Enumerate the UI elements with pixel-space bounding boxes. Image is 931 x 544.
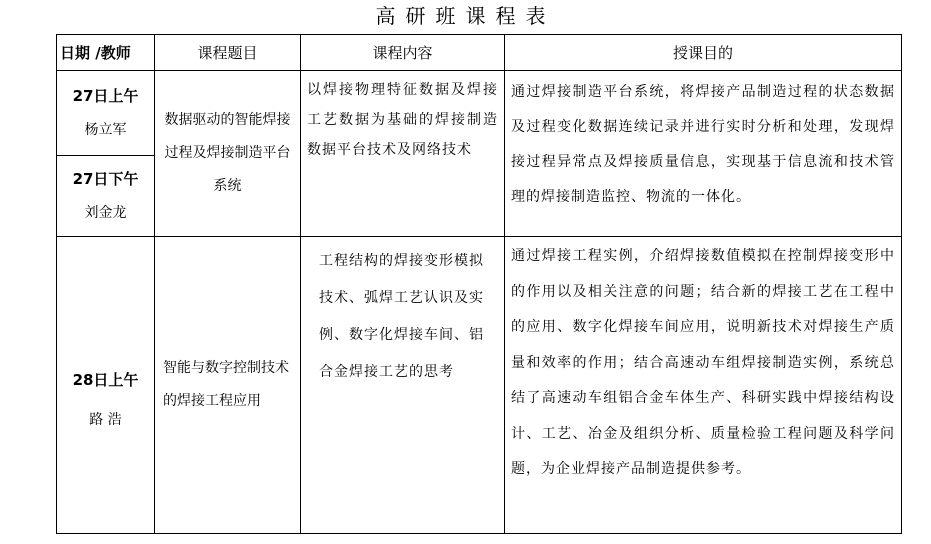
- session-date: 28日上午: [72, 371, 139, 389]
- course-content: 工程结构的焊接变形模拟技术、弧焊工艺认识及实例、数字化焊接车间、铝合金焊接工艺的思考: [301, 237, 505, 534]
- table-row: [57, 237, 902, 534]
- course-purpose: 通过焊接制造平台系统，将焊接产品制造过程的状态数据及过程变化数据连续记录并进行实时分析和处理，发现焊接过程异常点及焊接质量信息，实现基于信息流和技术管理的焊接制造监控、物流的一体化。: [505, 71, 902, 237]
- table-row: [57, 71, 902, 156]
- session-teacher: 杨立军: [84, 122, 127, 138]
- course-topic: 数据驱动的智能焊接过程及焊接制造平台系统: [155, 71, 301, 237]
- session-cell: [57, 156, 155, 237]
- page-title: 高研班课程表: [375, 4, 556, 28]
- session-date: 27日上午: [72, 87, 139, 105]
- session-teacher: 路 浩: [89, 412, 122, 428]
- course-content: 以焊接物理特征数据及焊接工艺数据为基础的焊接制造数据平台技术及网络技术: [301, 71, 505, 237]
- session-teacher: 刘金龙: [84, 205, 127, 221]
- course-topic: 智能与数字控制技术的焊接工程应用: [155, 237, 301, 534]
- header-date-teacher: 日期 /教师: [57, 35, 155, 71]
- session-cell: [57, 71, 155, 156]
- course-purpose: 通过焊接工程实例，介绍焊接数值模拟在控制焊接变形中的作用以及相关注意的问题；结合新的焊接工艺在工程中的应用、数字化焊接车间应用，说明新技术对焊接生产质量和效率的作用；结合高速动车组焊接制造实例，系统总结了高速动车组铝合金车体生产、科研实践中焊接结构设计、工艺、冶金及组织分析、质量检验工程问题及科学问题，为企业焊接产品制造提供参考。: [505, 237, 902, 534]
- course-schedule-table: [56, 34, 902, 534]
- header-content: 课程内容: [301, 35, 505, 71]
- header-topic: 课程题目: [155, 35, 301, 71]
- session-cell: [57, 237, 155, 534]
- header-purpose: 授课目的: [505, 35, 902, 71]
- table-header-row: [57, 35, 902, 71]
- session-date: 27日下午: [72, 170, 139, 188]
